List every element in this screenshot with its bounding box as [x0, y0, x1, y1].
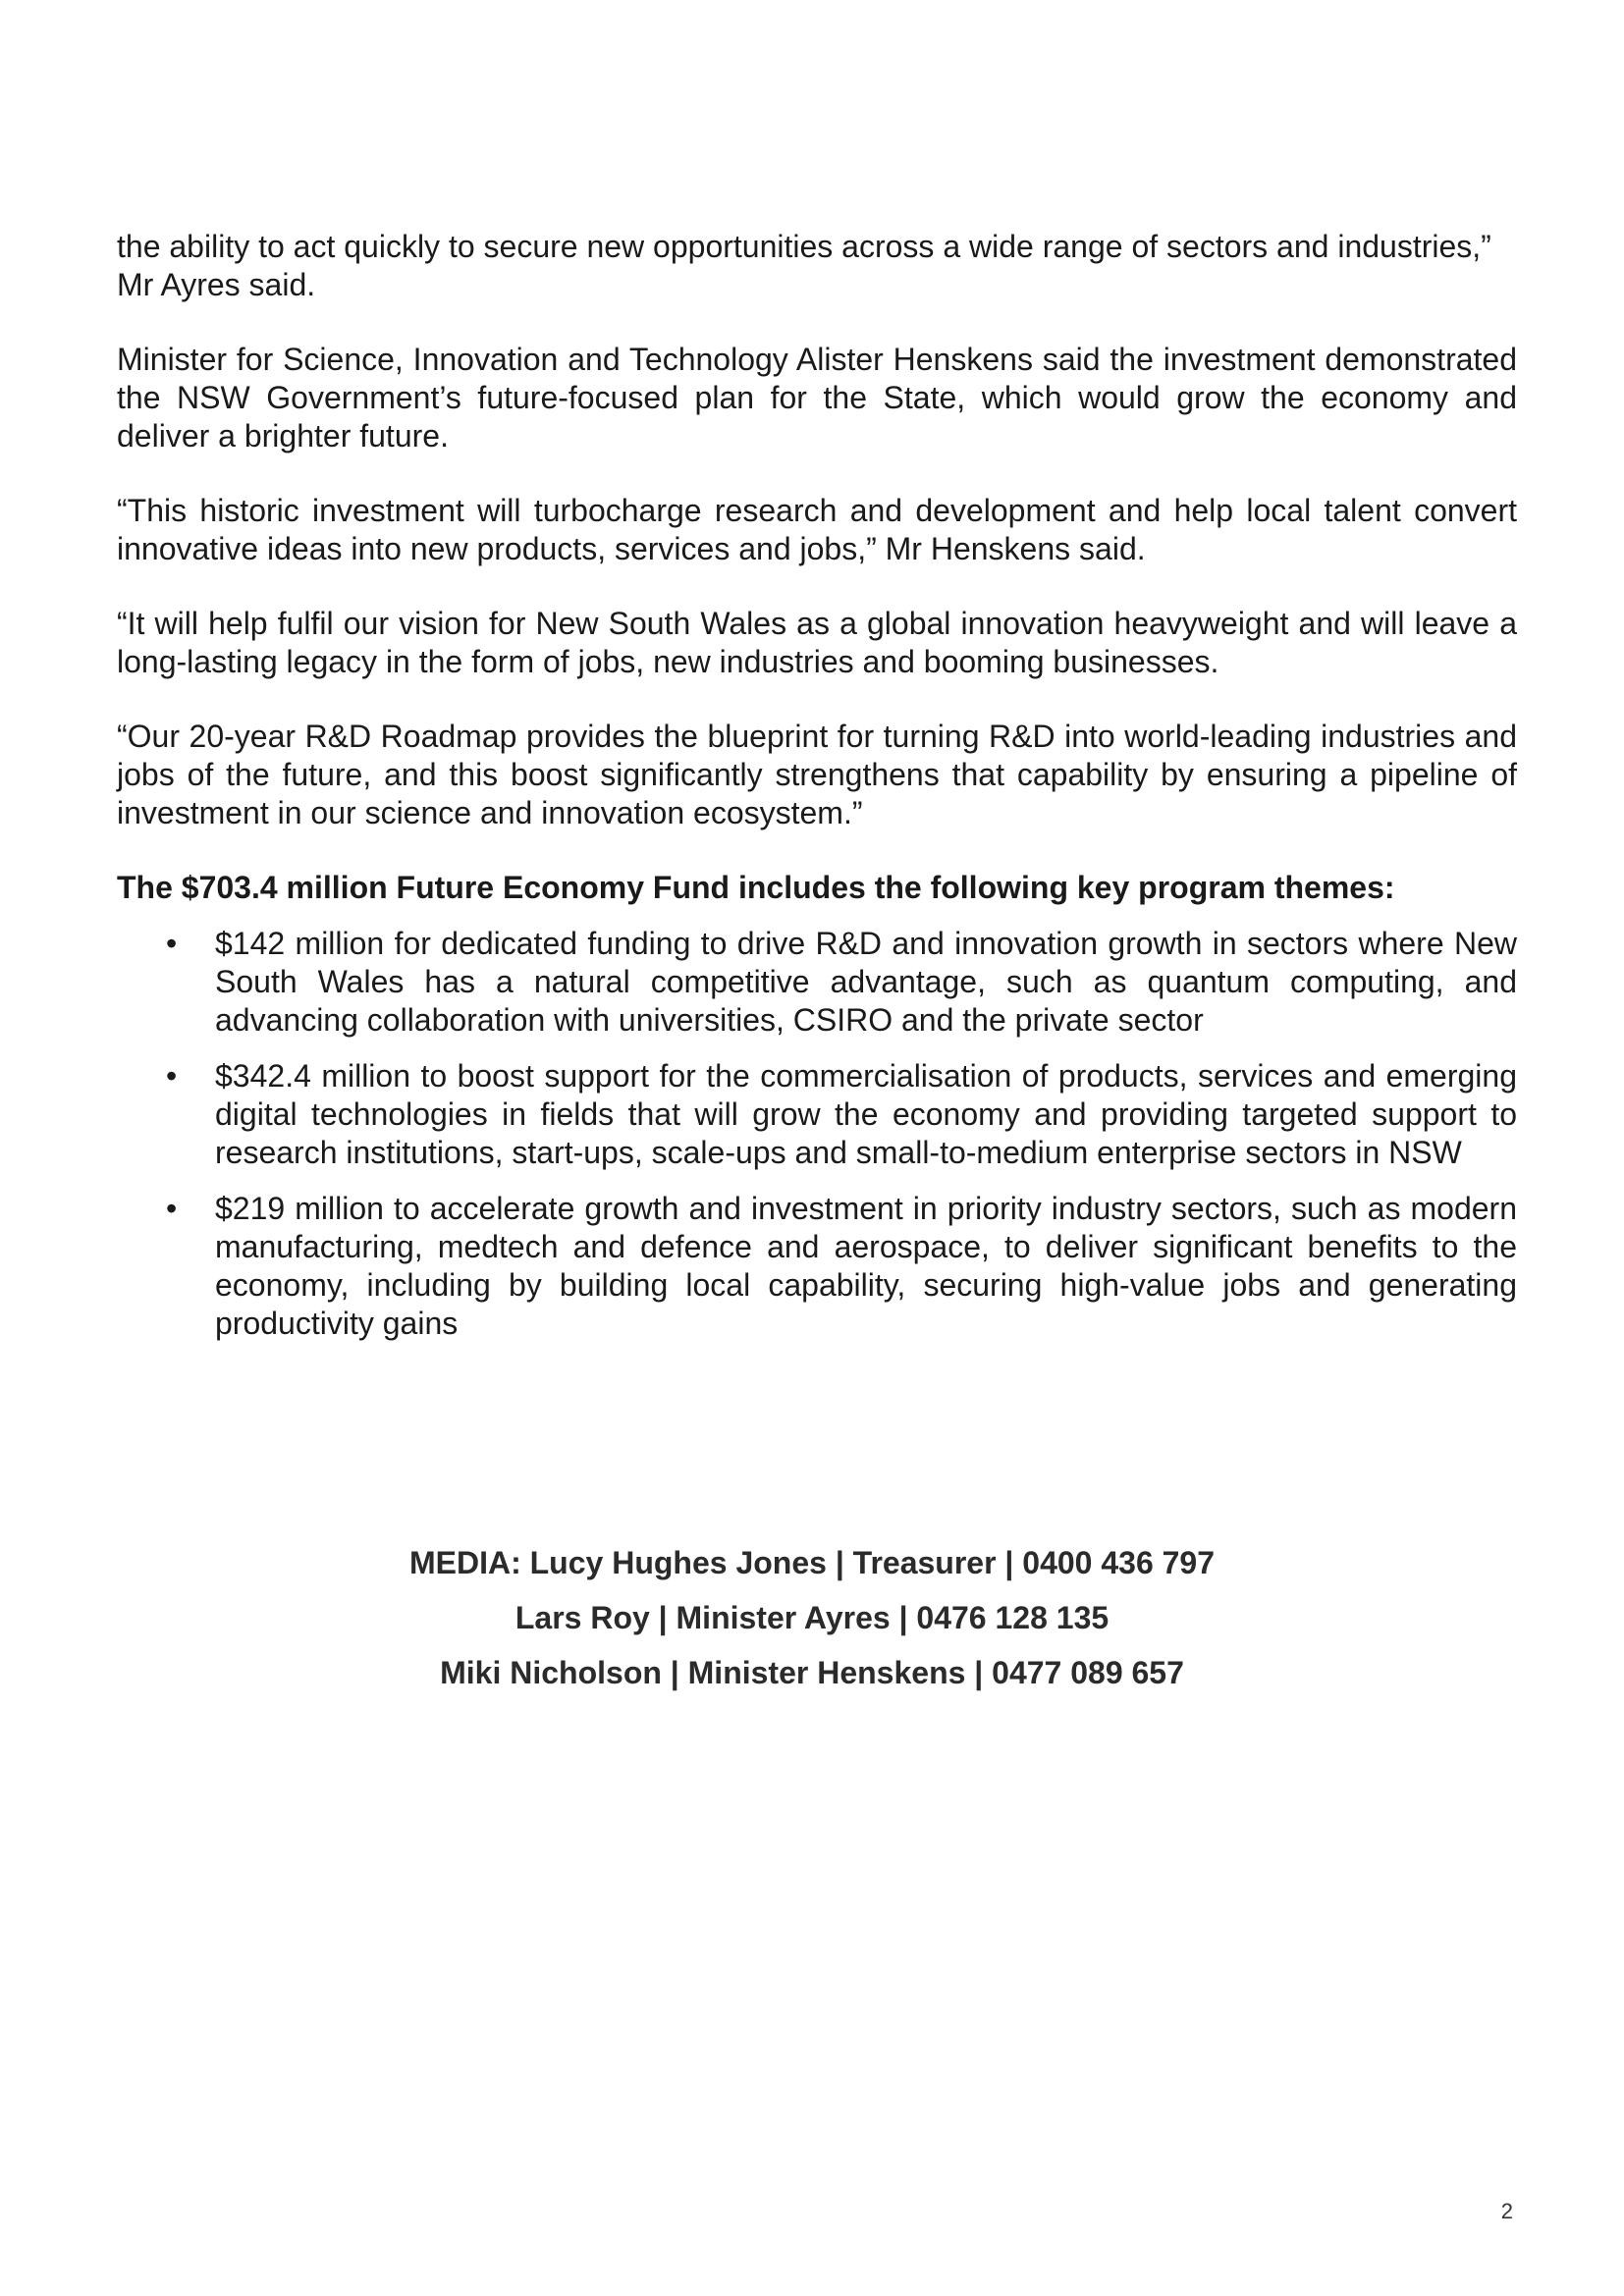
body-paragraph-roadmap-quote: “Our 20-year R&D Roadmap provides the blueprint for turning R&D into world-leading industries and jobs of the future, and this boost significantly strengthens that capability by ensuring a pipeline of investment in our science and innovation ecosystem.” — [117, 719, 1517, 830]
page-number: 2 — [1500, 2199, 1513, 2223]
program-themes-heading: The $703.4 million Future Economy Fund includes the following key program themes: — [117, 870, 1395, 905]
body-paragraph-henskens-quote-1: “This historic investment will turbocharge research and development and help local talent convert innovative ideas into new products, services and jobs,” Mr Henskens said. — [117, 493, 1517, 566]
body-content — [117, 228, 1517, 1361]
body-paragraph-ayres-quote-end: the ability to act quickly to secure new opportunities across a wide range of sectors and industries,” Mr Ayres said. — [117, 229, 1491, 302]
media-contact-treasurer: MEDIA: Lucy Hughes Jones | Treasurer | 0400 436 797 — [408, 1545, 1216, 1580]
body-paragraph-henskens-quote-2: “It will help fulfil our vision for New South Wales as a global innovation heavyweight and will leave a long-lasting legacy in the form of jobs, new industries and booming businesses. — [117, 606, 1517, 679]
list-item — [117, 1057, 1517, 1172]
media-contact-ayres: Lars Roy | Minister Ayres | 0476 128 135 — [514, 1600, 1110, 1635]
list-item-text: $342.4 million to boost support for the commercialisation of products, services and emerging digital technologies in fields that will grow the economy and providing targeted support to research institutions, start-ups, scale-ups and small-to-medium enterprise sectors in NSW — [215, 1058, 1517, 1170]
program-themes-list — [117, 925, 1517, 1343]
bullet-marker: • — [166, 1058, 178, 1094]
list-item-text: $142 million for dedicated funding to drive R&D and innovation growth in sectors where New South Wales has a natural competitive advantage, such as quantum computing, and advancing collaboration with universities, CSIRO and the private sector — [215, 926, 1517, 1038]
list-item — [117, 925, 1517, 1040]
list-item — [117, 1190, 1517, 1343]
media-contact-henskens: Miki Nicholson | Minister Henskens | 0477 089 657 — [440, 1655, 1184, 1690]
media-contacts — [0, 1535, 1624, 1700]
body-paragraph-henskens-statement: Minister for Science, Innovation and Technology Alister Henskens said the investment demonstrated the NSW Government’s future-focused plan for the State, which would grow the economy and deliver a brighter future. — [117, 342, 1517, 454]
bullet-marker: • — [166, 1191, 178, 1226]
list-item-text: $219 million to accelerate growth and investment in priority industry sectors, such as modern manufacturing, medtech and defence and aerospace, to deliver significant benefits to the economy, including by building local capability, securing high-value jobs and generating productivity gains — [215, 1191, 1517, 1341]
bullet-marker: • — [166, 926, 178, 961]
